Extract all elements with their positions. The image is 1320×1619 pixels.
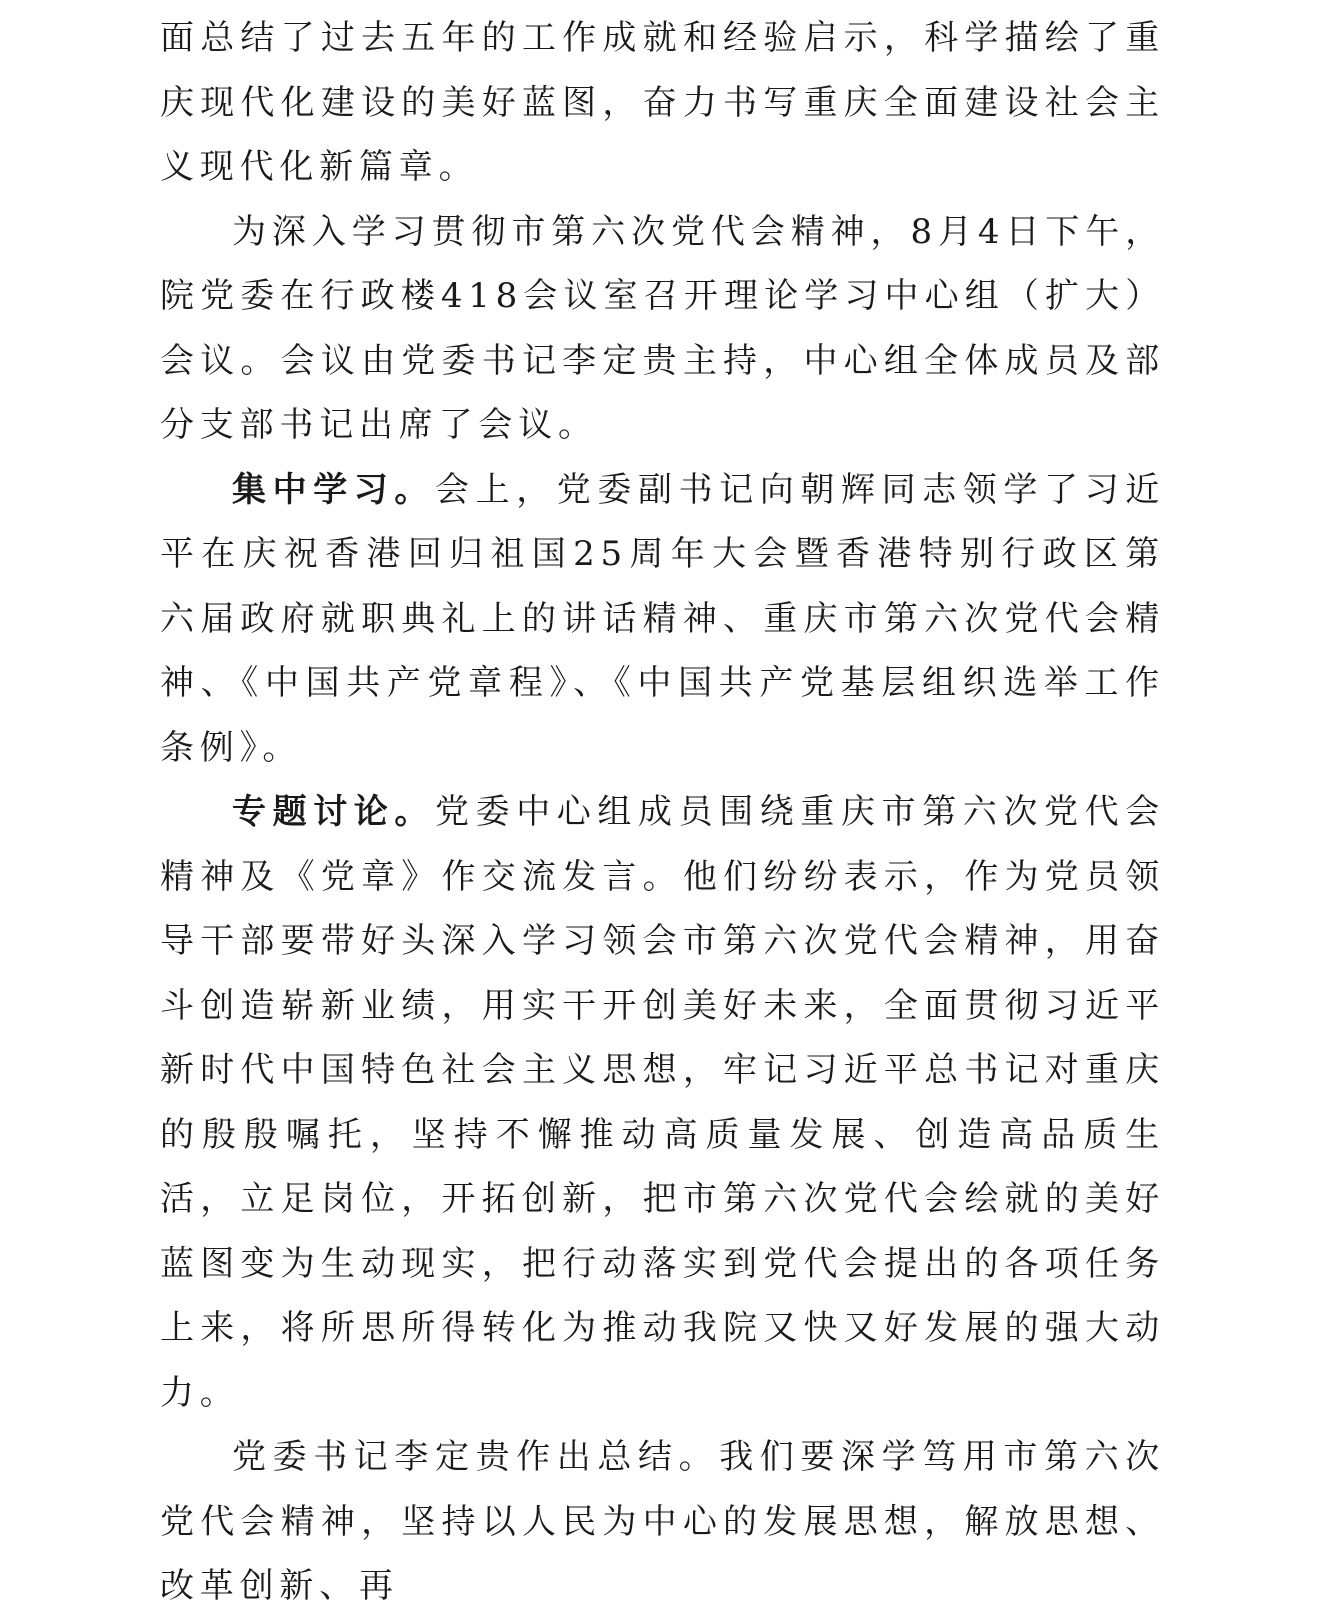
paragraph-lead-heading: 专题讨论。 [232, 792, 435, 832]
paragraph-continued [160, 6, 1165, 200]
paragraph-focused-study [160, 458, 1165, 781]
paragraph-text: 为深入学习贯彻市第六次党代会精神，8月4日下午，院党委在行政楼418会议室召开理论学习中心组（扩大）会议。会议由党委书记李定贵主持，中心组全体成员及部分支部书记出席了会议。 [160, 211, 1165, 445]
paragraph-text: 党委中心组成员围绕重庆市第六次党代会精神及《党章》作交流发言。他们纷纷表示，作为党员领导干部要带好头深入学习领会市第六次党代会精神，用奋斗创造崭新业绩，用实干开创美好未来，全面贯彻习近平新时代中国特色社会主义思想，牢记习近平总书记对重庆的殷殷嘱托，坚持不懈推动高质量发展、创造高品质生活，立足岗位，开拓创新，把市第六次党代会绘就的美好蓝图变为生动现实，把行动落实到党代会提出的各项任务上来，将所思所得转化为推动我院又快又好发展的强大动力。 [160, 792, 1165, 1413]
document-page [160, 6, 1165, 1619]
paragraph-text: 面总结了过去五年的工作成就和经验启示，科学描绘了重庆现代化建设的美好蓝图，奋力书写重庆全面建设社会主义现代化新篇章。 [160, 18, 1165, 187]
paragraph-topic-discussion [160, 780, 1165, 1425]
paragraph-lead-heading: 集中学习。 [232, 469, 435, 510]
paragraph-summary [160, 1425, 1165, 1619]
paragraph-text: 党委书记李定贵作出总结。我们要深学笃用市第六次党代会精神，坚持以人民为中心的发展思想，解放思想、改革创新、再 [160, 1437, 1165, 1606]
paragraph-meeting-intro [160, 200, 1165, 458]
paragraph-text: 会上，党委副书记向朝辉同志领学了习近平在庆祝香港回归祖国25周年大会暨香港特别行政区第六届政府就职典礼上的讲话精神、重庆市第六次党代会精神、《中国共产党章程》、《中国共产党基层组织选举工作条例》。 [160, 469, 1165, 768]
